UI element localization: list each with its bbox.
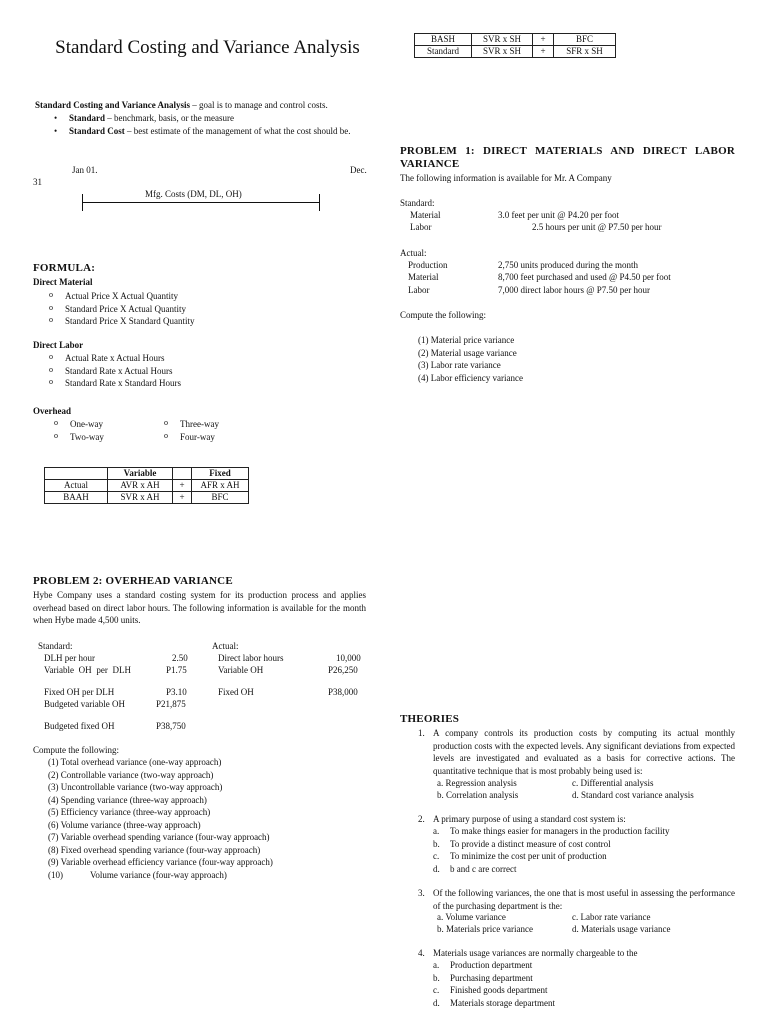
option-text: To make things easier for managers in the production facility: [450, 826, 670, 836]
p1-act-label: Production: [408, 260, 448, 270]
table-row: [415, 46, 616, 58]
table-header: Fixed: [192, 468, 249, 480]
option-text: b and c are correct: [450, 863, 517, 874]
p2-std-value: P3.10: [166, 687, 187, 697]
item-text: Volume variance (four-way approach): [90, 869, 227, 880]
q4-text: Materials usage variances are normally chargeable to the: [433, 948, 638, 958]
table-cell: BFC: [192, 492, 249, 504]
q3-option-b: b. Materials price variance: [437, 924, 533, 934]
p2-compute-label: Compute the following:: [33, 745, 119, 755]
timeline-end: Dec.: [350, 165, 367, 175]
p2-std-label: Fixed OH per DLH: [44, 687, 115, 697]
list-item: [433, 863, 670, 876]
table-cell: +: [173, 492, 192, 504]
p1-act-label: Labor: [408, 285, 430, 295]
table-cell: BAAH: [45, 492, 108, 504]
table-cell: +: [533, 34, 554, 46]
option-letter: b.: [433, 838, 440, 849]
p1-compute-label: Compute the following:: [400, 310, 486, 320]
option-text: To minimize the cost per unit of production: [450, 851, 607, 861]
q3-text: Of the following variances, the one that is most useful in assessing the performance of the purchasing department is the:: [433, 888, 735, 911]
dl-item: o Standard Rate x Standard Hours: [33, 377, 181, 390]
oh-list-col1: [38, 418, 104, 443]
list-item: (3) Uncontrollable variance (two-way approach): [48, 782, 223, 792]
table-header: [173, 468, 192, 480]
p2-std-value: P38,750: [156, 721, 186, 731]
timeline-start: Jan 01.: [72, 165, 98, 175]
table-cell: AVR x AH: [108, 480, 173, 492]
intro-bullets: [35, 112, 370, 138]
p1-standard-label: Standard:: [400, 198, 435, 208]
q3-option-c: c. Labor rate variance: [572, 912, 651, 922]
p2-standard-label: Standard:: [38, 641, 73, 651]
intro-lead: [35, 99, 370, 112]
list-item: (3) Labor rate variance: [418, 360, 501, 370]
list-item: (8) Fixed overhead spending variance (four-way approach): [48, 844, 261, 855]
intro-section: [35, 99, 370, 138]
p1-std-label: Labor: [410, 222, 432, 232]
bullet-term: Standard Cost: [69, 126, 125, 136]
dm-item: o Actual Price X Actual Quantity: [33, 290, 194, 303]
option-letter: a.: [433, 960, 440, 970]
table-cell: BFC: [554, 34, 616, 46]
q1-option-b: b. Correlation analysis: [437, 790, 519, 800]
timeline-tick-right: [319, 194, 320, 211]
p1-act-label: Material: [408, 272, 439, 282]
bullet-text: – best estimate of the management of what the cost should be.: [124, 126, 351, 136]
q2-options: [433, 825, 670, 875]
p1-question-list: [418, 334, 523, 384]
list-item: [433, 972, 555, 985]
p1-std-label: Material: [410, 210, 441, 220]
timeline-end-day: 31: [33, 177, 42, 187]
q1-option-d: d. Standard cost variance analysis: [572, 790, 694, 800]
list-item: (2) Material usage variance: [418, 347, 517, 358]
table-cell: AFR x AH: [192, 480, 249, 492]
q1-number: 1.: [418, 728, 425, 738]
p2-act-label: Direct labor hours: [218, 653, 284, 663]
list-item: [433, 959, 555, 972]
list-item: [433, 984, 555, 997]
table-cell: SFR x SH: [554, 46, 616, 58]
p2-act-value: P38,000: [328, 687, 358, 697]
p2-act-label: Variable OH: [218, 665, 264, 675]
dm-item: o Standard Price X Actual Quantity: [33, 303, 194, 316]
table-cell: +: [533, 46, 554, 58]
p2-std-label: Budgeted fixed OH: [44, 721, 115, 731]
p2-std-value: P21,875: [156, 699, 186, 709]
theories-heading: THEORIES: [400, 713, 460, 725]
item-number: (10): [48, 869, 63, 880]
list-item: (7) Variable overhead spending variance (four-way approach): [48, 832, 270, 842]
list-item: [433, 838, 670, 851]
standard-formula-table: [414, 33, 616, 58]
problem1-intro: The following information is available for Mr. A Company: [400, 173, 612, 183]
option-letter: a.: [433, 826, 440, 836]
p2-act-value: P26,250: [328, 665, 358, 675]
list-item: [433, 850, 670, 863]
q3-option-d: d. Materials usage variance: [572, 924, 671, 934]
q3-option-a: a. Volume variance: [437, 912, 506, 922]
option-text: Purchasing department: [450, 972, 533, 983]
p2-std-value: P1.75: [166, 665, 187, 675]
p2-std-label: Variable OH per DLH: [44, 665, 131, 675]
list-item: [48, 869, 273, 882]
dl-item: o Actual Rate x Actual Hours: [33, 352, 181, 365]
dm-heading: Direct Material: [33, 277, 93, 287]
list-item: [433, 825, 670, 838]
intro-bullet-standard: [35, 112, 370, 125]
timeline-tick-left: [82, 194, 83, 211]
bullet-term: Standard: [69, 112, 106, 123]
option-letter: b.: [433, 972, 440, 983]
dl-list: [33, 352, 181, 390]
table-cell: BASH: [415, 34, 472, 46]
table-header: [45, 468, 108, 480]
oh-list-col2: [148, 418, 219, 443]
p1-act-value: 7,000 direct labor hours @ P7.50 per hour: [498, 285, 651, 295]
p1-actual-label: Actual:: [400, 248, 427, 258]
table-row: [415, 34, 616, 46]
timeline-label: Mfg. Costs (DM, DL, OH): [145, 189, 242, 199]
problem1-heading: PROBLEM 1: DIRECT MATERIALS AND DIRECT LABOR VARIANCE: [400, 145, 735, 170]
overhead-formula-table: [44, 467, 249, 504]
oh-heading: Overhead: [33, 406, 71, 416]
table-row: [45, 480, 249, 492]
p1-std-value: 3.0 feet per unit @ P4.20 per foot: [498, 210, 620, 220]
list-item: (1) Total overhead variance (one-way approach): [48, 757, 222, 767]
dm-list: [33, 290, 194, 328]
timeline-line: [82, 202, 320, 203]
list-item: (1) Material price variance: [418, 335, 515, 345]
table-cell: Actual: [45, 480, 108, 492]
oh-item: o Two-way: [38, 431, 104, 444]
oh-item: o Four-way: [148, 431, 219, 444]
q1-option-c: c. Differential analysis: [572, 778, 654, 788]
intro-bullet-standard-cost: [35, 125, 370, 138]
list-item: (2) Controllable variance (two-way approach): [48, 769, 214, 780]
p1-act-value: 8,700 feet purchased and used @ P4.50 per foot: [498, 272, 671, 282]
p1-std-value: 2.5 hours per unit @ P7.50 per hour: [532, 222, 662, 232]
oh-item: o One-way: [38, 418, 104, 431]
table-cell: SVR x SH: [472, 34, 533, 46]
p2-question-list: [48, 756, 273, 881]
option-letter: c.: [433, 851, 440, 861]
dl-item: o Standard Rate x Actual Hours: [33, 365, 181, 378]
table-row: [45, 492, 249, 504]
table-header-row: [45, 468, 249, 480]
intro-lead-rest: – goal is to manage and control costs.: [190, 100, 328, 110]
p2-std-label: DLH per hour: [44, 653, 95, 663]
q4-number: 4.: [418, 948, 425, 958]
option-text: Finished goods department: [450, 985, 548, 995]
p2-act-label: Fixed OH: [218, 687, 254, 697]
list-item: (6) Volume variance (three-way approach): [48, 819, 201, 830]
list-item: (4) Labor efficiency variance: [418, 372, 524, 383]
list-item: (5) Efficiency variance (three-way approach): [48, 807, 211, 817]
bullet-text: – benchmark, basis, or the measure: [105, 112, 234, 123]
q1-text: A company controls its production costs by computing its actual monthly production costs with the expected levels. Any significant deviations from expected levels are investigated and evaluated as a basis for corrective actions. The quantitative technique that is most probably being used is:: [433, 728, 735, 776]
problem2-intro: Hybe Company uses a standard costing system for its production process and applies overhead based on direct labor hours. The following information is available for the month when Hybe made 4,500 units.: [33, 590, 366, 625]
formula-heading: FORMULA:: [33, 262, 96, 274]
q3-number: 3.: [418, 888, 425, 898]
option-letter: c.: [433, 985, 440, 995]
intro-lead-bold: Standard Costing and Variance Analysis: [35, 100, 191, 110]
q2-number: 2.: [418, 814, 425, 824]
dm-item: o Standard Price X Standard Quantity: [33, 315, 194, 328]
p2-act-value: 10,000: [336, 653, 361, 663]
list-item: (4) Spending variance (three-way approach): [48, 794, 207, 805]
table-cell: SVR x SH: [472, 46, 533, 58]
option-letter: d.: [433, 863, 440, 874]
problem2-heading: PROBLEM 2: OVERHEAD VARIANCE: [33, 575, 233, 587]
q2-text: A primary purpose of using a standard cost system is:: [433, 814, 626, 824]
q1-option-a: a. Regression analysis: [437, 778, 517, 788]
table-cell: +: [173, 480, 192, 492]
table-header: Variable: [108, 468, 173, 480]
dl-heading: Direct Labor: [33, 340, 84, 350]
q4-options: [433, 959, 555, 1009]
option-letter: d.: [433, 997, 440, 1008]
table-cell: SVR x AH: [108, 492, 173, 504]
option-text: Production department: [450, 960, 533, 970]
p1-act-value: 2,750 units produced during the month: [498, 260, 638, 270]
table-cell: Standard: [415, 46, 472, 58]
p2-actual-label: Actual:: [212, 641, 239, 651]
p2-std-value: 2.50: [172, 653, 188, 663]
list-item: [433, 997, 555, 1010]
option-text: To provide a distinct measure of cost control: [450, 838, 611, 849]
p2-std-label: Budgeted variable OH: [44, 699, 125, 709]
page-title: Standard Costing and Variance Analysis: [55, 37, 360, 58]
list-item: (9) Variable overhead efficiency variance (four-way approach): [48, 857, 273, 867]
oh-item: o Three-way: [148, 418, 219, 431]
option-text: Materials storage department: [450, 997, 555, 1008]
